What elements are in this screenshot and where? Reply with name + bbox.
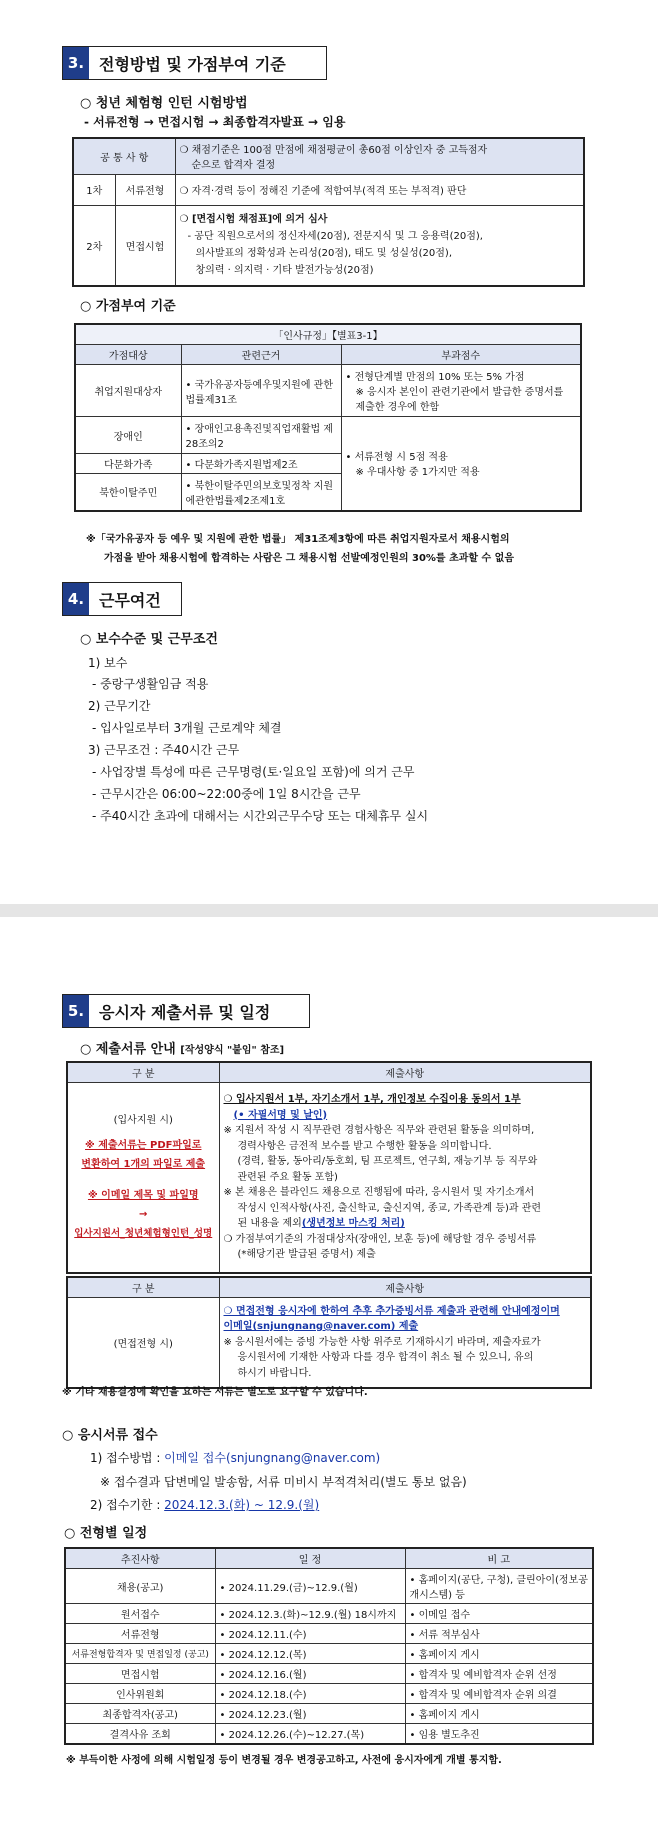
col-item: 추진사항 [65, 1548, 215, 1569]
schedule-item: 면접시험 [65, 1664, 215, 1684]
basis-multicultural: • 다문화가족지원법제2조 [181, 454, 341, 474]
col-date: 일 정 [215, 1548, 405, 1569]
receipt-note: ※ 접수결과 답변메일 발송함, 서류 미비시 부적격처리(별도 통보 없음) [100, 1475, 467, 1489]
schedule-date: • 2024.12.23.(월) [215, 1704, 405, 1724]
col-target: 가점대상 [75, 345, 181, 365]
conditions-2: - 근무시간은 06:00~22:00중에 1일 8시간을 근무 [92, 787, 361, 801]
schedule-note-cell: • 합격자 및 예비합격자 순위 의결 [405, 1684, 593, 1704]
bonus-note-2: 가점을 받아 채용시험에 합격하는 사람은 그 채용시험 선발예정인원의 30%를 초과할 수 없음 [104, 553, 514, 564]
schedule-item: 채용(공고) [65, 1569, 215, 1604]
bonus-table [74, 323, 582, 512]
documents-application-table [66, 1061, 592, 1274]
stage-1: 1차 [73, 174, 115, 205]
common-label: 공 통 사 항 [73, 138, 175, 174]
conditions-1: - 사업장별 특성에 따른 근무명령(토·일요일 포함)에 의거 근무 [92, 765, 415, 779]
schedule-date: • 2024.12.18.(수) [215, 1684, 405, 1704]
col-submission: 제출사항 [219, 1277, 591, 1298]
col-note: 비 고 [405, 1548, 593, 1569]
application-stage: (입사지원 시) ※ 제출서류는 PDF파일로 변환하여 1개의 파일로 제출 ※ 이메일 제목 및 파일명 → 입사지원서_청년체험형인턴_성명 [67, 1083, 219, 1273]
schedule-note-cell: • 서류 적부심사 [405, 1624, 593, 1644]
section-number: 4. [63, 583, 89, 615]
table-row [65, 1624, 593, 1644]
stage-1-type: 서류전형 [115, 174, 175, 205]
col-score: 부과점수 [341, 345, 581, 365]
section-number: 3. [63, 47, 89, 79]
bonus-heading: ○ 가점부여 기준 [80, 299, 176, 314]
schedule-note-cell: • 홈페이지(공단, 구청), 클린아이(정보공개시스템) 등 [405, 1569, 593, 1604]
schedule-note-cell: • 임용 별도추진 [405, 1724, 593, 1745]
schedule-note-cell: • 합격자 및 예비합격자 순위 선정 [405, 1664, 593, 1684]
stage-2: 2차 [73, 205, 115, 286]
section-heading: 근무여건 [99, 590, 161, 610]
score-others: • 서류전형 시 5점 적용 ※ 우대사항 중 1가지만 적용 [341, 417, 581, 511]
schedule-item: 서류전형합격자 및 면접일정 (공고) [65, 1644, 215, 1664]
target-multicultural: 다문화가족 [75, 454, 181, 474]
table-row [65, 1704, 593, 1724]
schedule-date: • 2024.12.16.(월) [215, 1664, 405, 1684]
section-heading: 응시자 제출서류 및 일정 [99, 1002, 271, 1022]
score-veteran: • 전형단계별 만점의 10% 또는 5% 가점 ※ 응시자 본인이 관련기관에서 발급한 증명서를 제출한 경우에 한함 [341, 365, 581, 417]
interview-stage: (면접전형 시) [67, 1298, 219, 1388]
target-disabled: 장애인 [75, 417, 181, 454]
schedule-date: • 2024.12.26.(수)~12.27.(목) [215, 1724, 405, 1745]
col-category: 구 분 [67, 1062, 219, 1083]
interview-requirements: ❍ 면접전형 응시자에 한하여 추후 추가증빙서류 제출과 관련해 안내예정이며 이메일(snjungnang@naver.com) 제출 ※ 응시원서에는 증빙 가능한 사항 위주로 기재하시기 바라며, 제출자료가 응시원서에 기재한 사항과 다를 경우 합격이 취소 될 수 있으니, 유의 하시기 바랍니다. [219, 1298, 591, 1388]
schedule-item: 최종합격자(공고) [65, 1704, 215, 1724]
table-row [65, 1724, 593, 1745]
conditions-3: - 주40시간 초과에 대해서는 시간외근무수당 또는 대체휴무 실시 [92, 809, 429, 823]
schedule-note-cell: • 이메일 접수 [405, 1604, 593, 1624]
exam-method-table [72, 137, 585, 287]
schedule-date: • 2024.12.3.(화)~12.9.(월) 18시까지 [215, 1604, 405, 1624]
period-value: - 입사일로부터 3개월 근로계약 체결 [92, 721, 282, 735]
schedule-item: 원서접수 [65, 1604, 215, 1624]
schedule-table [64, 1547, 594, 1745]
intern-method-heading: ○ 청년 체험형 인턴 시험방법 [80, 96, 248, 111]
col-basis: 관련근거 [181, 345, 341, 365]
bonus-caption: 「인사규정」【별표3-1】 [75, 324, 581, 345]
application-requirements: ❍ 입사지원서 1부, 자기소개서 1부, 개인정보 수집이용 동의서 1부 (• 자필서명 및 날인) ※ 지원서 작성 시 직무관련 경험사항은 직무와 관련된 활동을 의미하며, 경력사항은 금전적 보수를 받고 수행한 활동을 의미합니다. (경력, 활동, 동아리/동호회, 팀 프로젝트, 연구회, 재능기부 등 직무와 관련된 주요 활동 포함) ※ 본 채용은 블라인드 채용으로 진행됨에 따라, 응시원서 및 자기소개서 작성시 인적사항(사진, 출신학교, 출신지역, 종교, 가족관계 등)과 관련 된 내용을 제외(생년정보 마스킹 처리) ❍ 가점부여기준의 가점대상자(장애인, 보훈 등)에 해당할 경우 증빙서류 (*해당기관 발급된 증명서) 제출 [219, 1083, 591, 1273]
section-number: 5. [63, 995, 89, 1027]
schedule-note-cell: • 홈페이지 게시 [405, 1704, 593, 1724]
col-submission: 제출사항 [219, 1062, 591, 1083]
pay-value: - 중랑구생활임금 적용 [92, 677, 209, 691]
conditions-label: 3) 근무조건 : 주40시간 근무 [88, 743, 240, 757]
schedule-item: 결격사유 조회 [65, 1724, 215, 1745]
schedule-date: • 2024.11.29.(금)~12.9.(월) [215, 1569, 405, 1604]
basis-disabled: • 장애인고용촉진및직업재활법 제28조의2 [181, 417, 341, 454]
page-divider [0, 904, 658, 917]
basis-defector: • 북한이탈주민의보호및정착 지원에관한법률제2조제1호 [181, 474, 341, 511]
documents-heading: ○ 제출서류 안내 [작성양식 "붙임" 참조] [80, 1042, 285, 1057]
documents-interview-table [66, 1276, 592, 1389]
schedule-heading: ○ 전형별 일정 [64, 1526, 148, 1541]
documents-note: ※ 기타 채용결정에 확인을 요하는 서류는 별도로 요구할 수 있습니다. [62, 1387, 368, 1398]
schedule-date: • 2024.12.12.(목) [215, 1644, 405, 1664]
target-veteran: 취업지원대상자 [75, 365, 181, 417]
table-row [65, 1664, 593, 1684]
section-5-title [62, 994, 310, 1028]
schedule-date: • 2024.12.11.(수) [215, 1624, 405, 1644]
schedule-note: ※ 부득이한 사정에 의해 시험일정 등이 변경될 경우 변경공고하고, 사전에 응시자에게 개별 통지함. [66, 1755, 502, 1766]
receipt-deadline: 2) 접수기한 : 2024.12.3.(화) ~ 12.9.(월) [90, 1498, 320, 1512]
table-row [65, 1569, 593, 1604]
section-3-title [62, 46, 327, 80]
table-row [65, 1644, 593, 1664]
schedule-note-cell: • 홈페이지 게시 [405, 1644, 593, 1664]
table-row [65, 1684, 593, 1704]
receipt-heading: ○ 응시서류 접수 [62, 1428, 158, 1443]
schedule-item: 서류전형 [65, 1624, 215, 1644]
stage-2-type: 면접시험 [115, 205, 175, 286]
pay-conditions-heading: ○ 보수수준 및 근무조건 [80, 632, 218, 647]
basis-veteran: • 국가유공자등예우및지원에 관한법률제31조 [181, 365, 341, 417]
stage-2-text: ❍ [면접시험 채점표]에 의거 심사 - 공단 직원으로서의 정신자세(20점), 전문지식 및 그 응용력(20점), 의사발표의 정확성과 논리성(20점), 태도 및 성실성(20점), 창의력 · 의지력 · 기타 발전가능성(20점) [175, 205, 584, 286]
stage-1-text: ❍ 자격·경력 등이 정해진 기준에 적합여부(적격 또는 부적격) 판단 [175, 174, 584, 205]
period-label: 2) 근무기간 [88, 699, 151, 713]
schedule-item: 인사위원회 [65, 1684, 215, 1704]
section-4-title [62, 582, 182, 616]
col-category: 구 분 [67, 1277, 219, 1298]
bonus-note-1: ※「국가유공자 등 예우 및 지원에 관한 법률」 제31조제3항에 따른 취업지원자로서 채용시험의 [86, 534, 510, 545]
receipt-email-link[interactable]: 이메일 접수(snjungnang@naver.com) [164, 1451, 381, 1465]
process-flow: - 서류전형 → 면접시험 → 최종합격자발표 → 임용 [84, 115, 346, 129]
table-row [65, 1604, 593, 1624]
receipt-method: 1) 접수방법 : 이메일 접수(snjungnang@naver.com) [90, 1451, 381, 1465]
section-heading: 전형방법 및 가점부여 기준 [99, 54, 286, 74]
pay-label: 1) 보수 [88, 656, 128, 670]
target-defector: 북한이탈주민 [75, 474, 181, 511]
common-text: ❍ 채점기준은 100점 만점에 채점평균이 총60점 이상인자 중 고득점자 순으로 합격자 결정 [175, 138, 584, 174]
